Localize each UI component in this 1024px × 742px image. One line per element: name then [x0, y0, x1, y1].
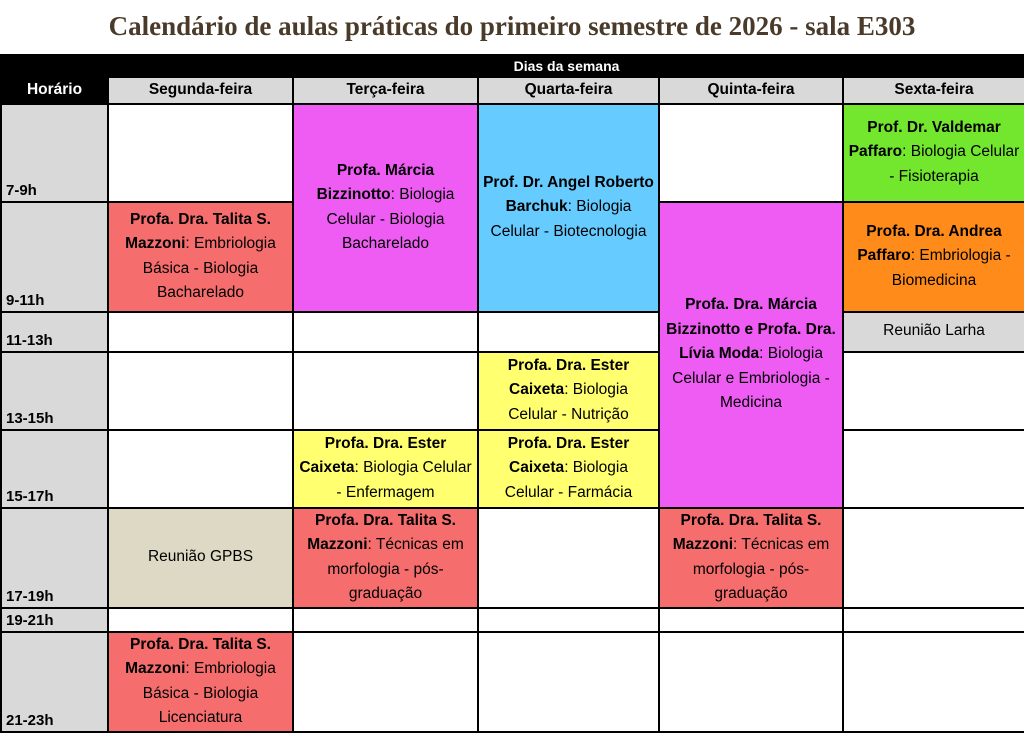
professor-name: Profa. Dra. Talita S. Mazzoni [125, 210, 271, 252]
day-header-quarta: Quarta-feira [478, 77, 659, 104]
day-header-sexta: Sexta-feira [843, 77, 1024, 104]
professor-name: Profa. Dra. Andrea Paffaro [857, 222, 1002, 265]
empty-cell [843, 352, 1024, 430]
class-cell [478, 430, 659, 508]
empty-cell [108, 430, 293, 508]
professor-name: Prof. Dr. Angel Roberto Barchuk [483, 173, 654, 216]
empty-cell [659, 104, 843, 202]
course-description: : Biologia Celular - Biologia Bacharelado [326, 186, 455, 252]
empty-cell [478, 312, 659, 352]
empty-cell [843, 430, 1024, 508]
dias-header-spacer [1, 55, 108, 77]
time-slot: 21-23h [1, 632, 108, 732]
meeting-label: Reunião GPBS [147, 548, 254, 566]
class-cell [478, 104, 659, 312]
class-cell [293, 508, 478, 608]
professor-name: Profa. Márcia Bizzinotto [316, 161, 435, 203]
course-description: : Técnicas em morfologia - pós-graduação [692, 536, 830, 602]
professor-name: Profa. Dra. Márcia Bizzinotto e Profa. Dra. Lívia Moda [666, 296, 836, 363]
class-cell [659, 508, 843, 608]
course-description: : Biologia Celular e Embriologia - Medicina [672, 345, 830, 412]
empty-cell [293, 312, 478, 352]
time-slot: 15-17h [1, 430, 108, 508]
day-header-terca: Terça-feira [293, 77, 478, 104]
empty-cell [293, 352, 478, 430]
dias-da-semana-header: Dias da semana [108, 55, 1024, 77]
class-cell [293, 430, 478, 508]
empty-cell [293, 608, 478, 632]
class-cell [108, 202, 293, 312]
empty-cell [478, 508, 659, 608]
course-description: : Biologia Celular - Fisioterapia [889, 143, 1020, 185]
course-description: : Biologia Celular - Farmácia [504, 459, 633, 501]
time-slot: 19-21h [1, 608, 108, 632]
class-cell [108, 632, 293, 732]
empty-cell [478, 608, 659, 632]
meeting-label: Reunião Larha [883, 322, 985, 340]
course-description: : Biologia Celular - Enfermagem [336, 459, 472, 501]
day-header-quinta: Quinta-feira [659, 77, 843, 104]
empty-cell [478, 632, 659, 732]
course-description: : Embriologia Básica - Biologia Licenciatura [142, 660, 276, 726]
empty-cell [843, 632, 1024, 732]
professor-name: Profa. Dra. Ester Caixeta [507, 356, 630, 399]
professor-name: Profa. Dra. Ester Caixeta [299, 434, 447, 477]
time-slot: 9-11h [1, 202, 108, 312]
meeting-cell [843, 312, 1024, 352]
empty-cell [659, 632, 843, 732]
class-cell [293, 104, 478, 312]
empty-cell [108, 608, 293, 632]
time-slot: 11-13h [1, 312, 108, 352]
class-cell [659, 202, 843, 508]
empty-cell [843, 608, 1024, 632]
class-cell [843, 104, 1024, 202]
empty-cell [659, 608, 843, 632]
course-description: : Técnicas em morfologia - pós-graduação [327, 536, 464, 602]
empty-cell [108, 312, 293, 352]
time-slot: 7-9h [1, 104, 108, 202]
meeting-cell [108, 508, 293, 608]
time-slot: 13-15h [1, 352, 108, 430]
course-description: : Biologia Celular - Biotecnologia [490, 198, 647, 240]
professor-name: Profa. Dra. Ester Caixeta [507, 434, 630, 477]
class-cell [843, 202, 1024, 312]
professor-name: Profa. Dra. Talita S. Mazzoni [307, 511, 456, 553]
empty-cell [293, 632, 478, 732]
empty-cell [108, 352, 293, 430]
horario-header: Horário [1, 77, 108, 104]
professor-name: Prof. Dr. Valdemar Paffaro [848, 118, 1001, 161]
schedule-table [0, 54, 1024, 733]
page-title: Calendário de aulas práticas do primeiro semestre de 2026 - sala E303 [108, 11, 916, 41]
course-description: : Embriologia - Biomedicina [891, 247, 1011, 289]
professor-name: Profa. Dra. Talita S. Mazzoni [125, 635, 271, 677]
day-header-segunda: Segunda-feira [108, 77, 293, 104]
empty-cell [843, 508, 1024, 608]
empty-cell [108, 104, 293, 202]
course-description: : Biologia Celular - Nutrição [508, 381, 629, 423]
course-description: : Embriologia Básica - Biologia Bacharelado [142, 235, 276, 301]
time-slot: 17-19h [1, 508, 108, 608]
professor-name: Profa. Dra. Talita S. Mazzoni [672, 511, 822, 553]
class-cell [478, 352, 659, 430]
